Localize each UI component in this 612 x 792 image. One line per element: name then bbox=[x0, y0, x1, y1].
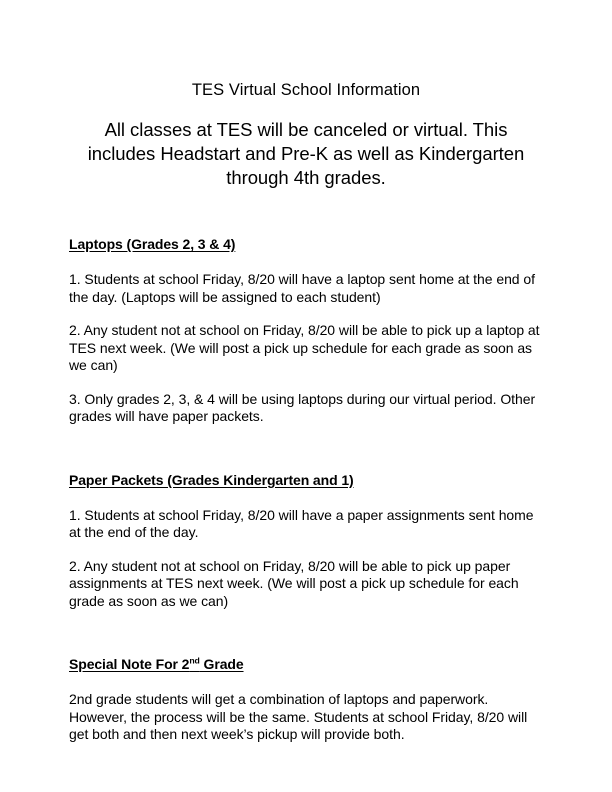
list-item: 2. Any student not at school on Friday, 8/20 will be able to pick up paper assignments at TES next week. (We will post a pick up schedule for each grade as soon as we can) bbox=[69, 557, 519, 609]
section-body-paper-packets bbox=[69, 507, 543, 611]
section-heading-special-note bbox=[69, 656, 244, 673]
section-paper-packets bbox=[69, 472, 543, 611]
list-item: 1. Students at school Friday, 8/20 will have a laptop sent home at the end of the day. (Laptops will be assigned to each student) bbox=[69, 271, 535, 305]
list-item: 3. Only grades 2, 3, & 4 will be using laptops during our virtual period. Other grades will have paper packets. bbox=[69, 390, 536, 424]
intro-paragraph: All classes at TES will be canceled or virtual. This includes Headstart and Pre-K as well as Kindergarten through 4th grades. bbox=[87, 119, 525, 188]
section-heading-paper-packets: Paper Packets (Grades Kindergarten and 1) bbox=[69, 471, 354, 488]
special-note-heading-superscript: nd bbox=[189, 655, 200, 666]
special-note-heading-suffix: Grade bbox=[199, 656, 244, 672]
section-heading-laptops: Laptops (Grades 2, 3 & 4) bbox=[69, 236, 236, 252]
document-content bbox=[69, 80, 543, 744]
special-note-heading-prefix: Special Note For 2 bbox=[69, 656, 190, 672]
page-title: TES Virtual School Information bbox=[191, 81, 421, 99]
section-body-laptops bbox=[69, 271, 543, 426]
list-item: 1. Students at school Friday, 8/20 will have a paper assignments sent home at the end of the day. bbox=[69, 506, 534, 540]
list-item: 2nd grade students will get a combination of laptops and paperwork. However, the process will be the same. Students at school Friday, 8/20 will get both and then next week’s pickup will provide both. bbox=[69, 691, 528, 742]
list-item: 2. Any student not at school on Friday, 8/20 will be able to pick up a laptop at TES next week. (We will post a pick up schedule for each grade as soon as we can) bbox=[69, 322, 540, 373]
section-special-note bbox=[69, 656, 543, 744]
section-laptops bbox=[69, 236, 543, 426]
section-body-special-note bbox=[69, 691, 543, 744]
